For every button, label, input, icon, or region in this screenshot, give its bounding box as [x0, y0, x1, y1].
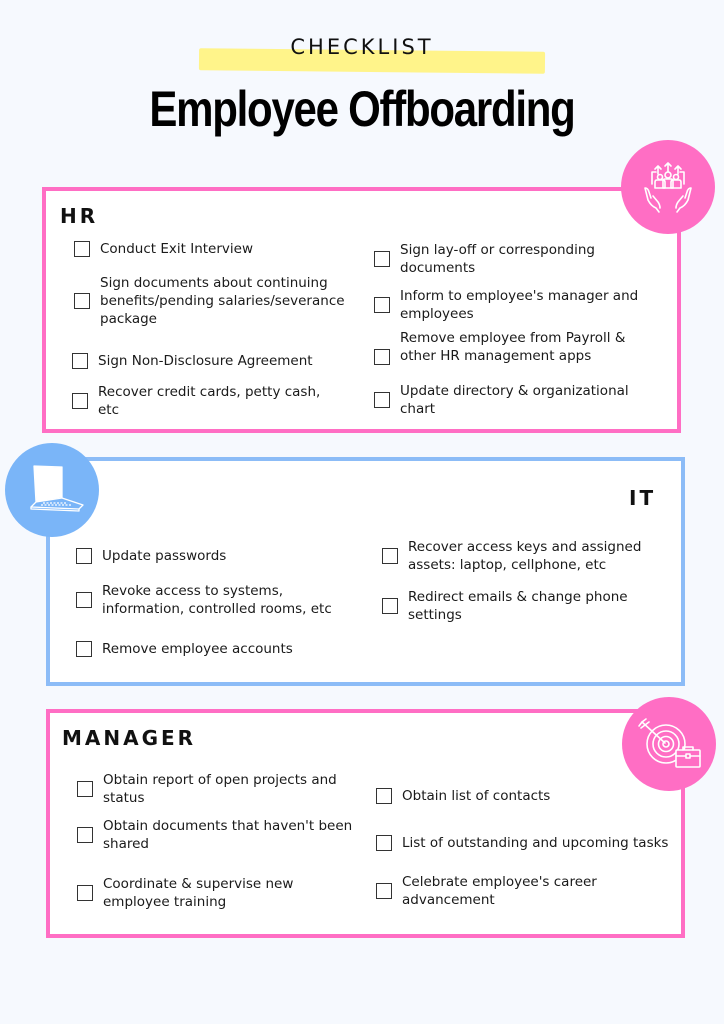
checkbox[interactable] [374, 349, 390, 365]
target-briefcase-icon [634, 714, 704, 774]
checkbox[interactable] [76, 548, 92, 564]
hr-item-nda: Sign Non-Disclosure Agreement [72, 352, 362, 370]
checkbox[interactable] [74, 241, 90, 257]
page-title: Employee Offboarding [149, 81, 575, 137]
checkbox[interactable] [77, 885, 93, 901]
it-item-redirect-emails: Redirect emails & change phone settings [382, 588, 652, 624]
checkbox[interactable] [77, 827, 93, 843]
checkbox[interactable] [77, 781, 93, 797]
hr-badge [621, 140, 715, 234]
checkbox[interactable] [76, 641, 92, 657]
hr-item-inform-manager: Inform to employee's manager and employees [374, 287, 654, 323]
checkbox[interactable] [374, 251, 390, 267]
mgr-item-celebrate: Celebrate employee's career advancement [376, 873, 636, 909]
manager-heading: MANAGER [62, 726, 197, 750]
laptop-icon [17, 465, 87, 515]
checkbox[interactable] [376, 883, 392, 899]
checklist-kicker: CHECKLIST [290, 35, 434, 59]
checkbox[interactable] [374, 297, 390, 313]
checkbox[interactable] [374, 392, 390, 408]
checkbox[interactable] [72, 393, 88, 409]
it-item-update-passwords: Update passwords [76, 547, 346, 565]
it-heading: IT [629, 486, 657, 510]
it-item-revoke-access: Revoke access to systems, information, controlled rooms, etc [76, 582, 356, 618]
hr-item-sign-benefits-docs: Sign documents about continuing benefits/pending salaries/severance package [74, 274, 364, 328]
people-hands-icon [639, 158, 697, 216]
hr-item-exit-interview: Conduct Exit Interview [74, 240, 354, 258]
manager-badge [622, 697, 716, 791]
checkbox[interactable] [376, 835, 392, 851]
hr-item-layoff-docs: Sign lay-off or corresponding documents [374, 241, 634, 277]
hr-item-update-directory: Update directory & organizational chart [374, 382, 654, 418]
mgr-item-coordinate-training: Coordinate & supervise new employee training [77, 875, 337, 911]
checkbox[interactable] [72, 353, 88, 369]
mgr-item-outstanding-tasks: List of outstanding and upcoming tasks [376, 834, 676, 852]
checkbox[interactable] [376, 788, 392, 804]
mgr-item-list-contacts: Obtain list of contacts [376, 787, 656, 805]
hr-item-remove-payroll: Remove employee from Payroll & other HR management apps [374, 329, 654, 365]
mgr-item-open-projects: Obtain report of open projects and status [77, 771, 357, 807]
it-item-remove-accounts: Remove employee accounts [76, 640, 346, 658]
mgr-item-unshared-docs: Obtain documents that haven't been shared [77, 817, 357, 853]
checkbox[interactable] [382, 548, 398, 564]
checkbox[interactable] [382, 598, 398, 614]
hr-heading: HR [60, 204, 99, 228]
checkbox[interactable] [74, 293, 90, 309]
it-badge [5, 443, 99, 537]
hr-item-recover-cards: Recover credit cards, petty cash, etc [72, 383, 342, 419]
it-item-recover-keys: Recover access keys and assigned assets: laptop, cellphone, etc [382, 538, 662, 574]
checkbox[interactable] [76, 592, 92, 608]
